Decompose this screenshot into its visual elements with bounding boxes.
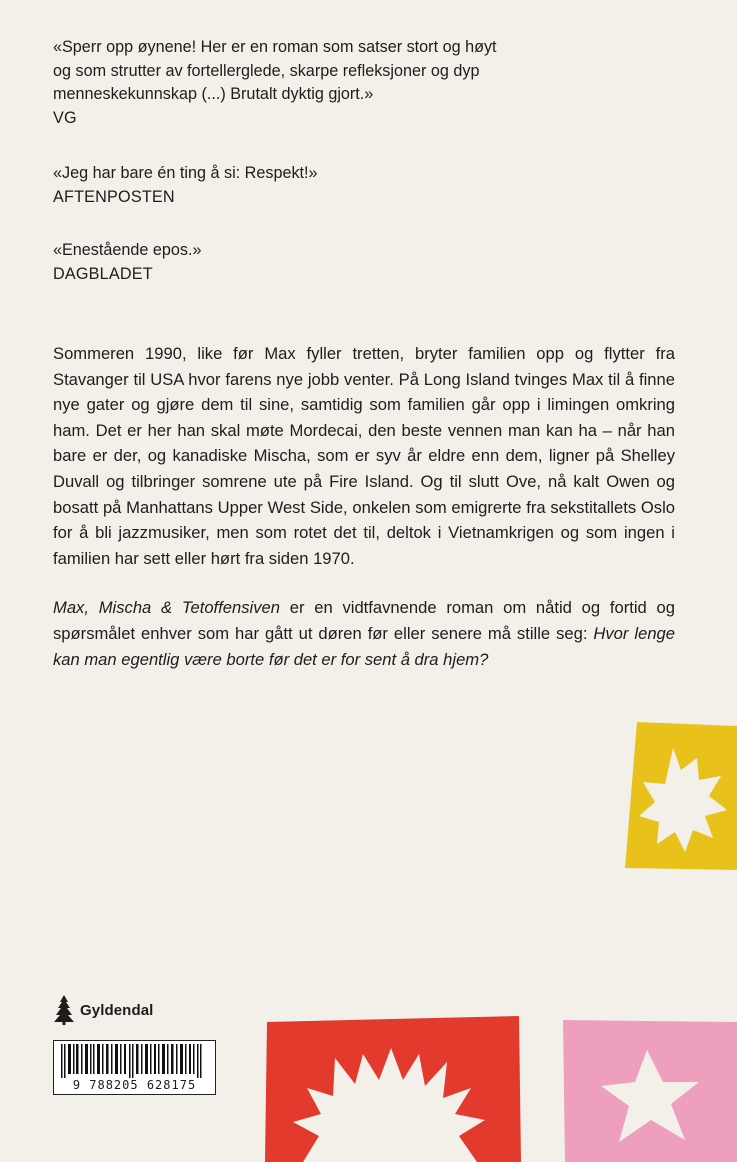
quote-line: menneskekunnskap (...) Brutalt dyktig gjort.» (53, 85, 374, 103)
review-quote-aftenposten (53, 162, 653, 209)
blurb-text: er en vidtfavnende roman om nåtid og fortid og spørsmålet enhver som har gått ut døren før eller senere må stille seg: (53, 598, 675, 643)
publisher-logo (53, 994, 153, 1026)
quote-line: «Sperr opp øynene! Her er en roman som satser stort og høyt (53, 38, 497, 56)
blurb-paragraph (53, 595, 675, 672)
isbn-barcode (53, 1040, 216, 1095)
quote-source: DAGBLADET (53, 264, 153, 283)
yellow-star-shape (623, 718, 737, 874)
review-quote-dagbladet (53, 239, 653, 286)
pink-star-shape (561, 1016, 737, 1162)
quote-line: «Jeg har bare én ting å si: Respekt!» (53, 164, 318, 182)
book-blurb (53, 341, 675, 672)
tree-icon (53, 994, 75, 1026)
isbn-number: 9 788205 628175 (72, 1078, 197, 1092)
quote-source: AFTENPOSTEN (53, 187, 175, 206)
barcode-bars (59, 1044, 210, 1078)
book-title: Max, Mischa & Tetoffensiven (53, 598, 280, 618)
review-quote-vg (53, 36, 653, 130)
blurb-question: Hvor lenge kan man egentlig være borte før det er for sent å dra hjem? (53, 623, 675, 669)
quote-line: og som strutter av fortellerglede, skarpe refleksjoner og dyp (53, 61, 480, 80)
red-star-shape (263, 1014, 523, 1162)
quote-line: «Enestående epos.» (53, 241, 202, 259)
publisher-name: Gyldendal (80, 1001, 154, 1019)
blurb-paragraph: Sommeren 1990, like før Max fyller tretten, bryter familien opp og flytter fra Stavanger til USA hvor farens nye jobb venter. På Long Island tvinges Max til å finne nye gater og gjøre dem til sine, samtidig som familien går opp i limingen omkring ham. Det er her han skal møte Mordecai, den beste vennen man kan ha – når han bare er der, og kanadiske Mischa, som er syv år eldre enn dem, ligner på Shelley Duvall og tilbringer somrene ute på Fire Island. Og til slutt Ove, nå kalt Owen og bosatt på Manhattans Upper West Side, onkelen som emigrerte fra sekstitallets Oslo for å bli jazzmusiker, men som rotet det til, deltok i Vietnamkrigen og som ingen i familien har sett eller hørt fra siden 1970. (53, 344, 675, 568)
quote-source: VG (53, 108, 77, 127)
